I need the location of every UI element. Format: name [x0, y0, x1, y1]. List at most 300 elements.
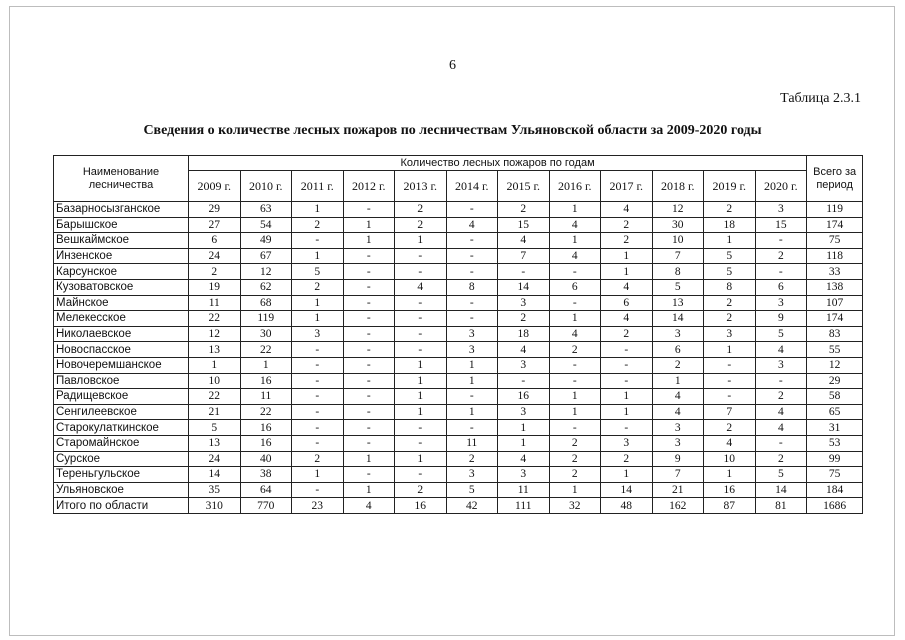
year-value-cell: 14	[498, 279, 550, 295]
row-total: 83	[807, 326, 863, 342]
year-value-cell: 1	[395, 357, 447, 373]
year-value-cell: 4	[704, 435, 756, 451]
year-value-cell: 7	[652, 248, 704, 264]
year-value-cell: 162	[652, 498, 704, 514]
year-value-cell: 1	[343, 482, 395, 498]
row-name: Павловское	[54, 373, 189, 389]
year-value-cell: 4	[343, 498, 395, 514]
year-value-cell: -	[343, 202, 395, 218]
page-number: 6	[449, 58, 456, 73]
table-row	[54, 342, 863, 358]
year-value-cell: -	[549, 295, 601, 311]
year-value-cell: 2	[395, 217, 447, 233]
row-name: Инзенское	[54, 248, 189, 264]
year-value-cell: 3	[498, 467, 550, 483]
year-value-cell: 7	[704, 404, 756, 420]
year-value-cell: 1	[601, 404, 653, 420]
row-total: 33	[807, 264, 863, 280]
year-value-cell: -	[292, 233, 344, 249]
header-year: 2017 г.	[601, 171, 653, 202]
year-value-cell: 2	[549, 435, 601, 451]
year-value-cell: 8	[652, 264, 704, 280]
year-value-cell: 2	[755, 451, 807, 467]
year-value-cell: 4	[755, 420, 807, 436]
year-value-cell: 1	[446, 373, 498, 389]
year-value-cell: 1	[549, 482, 601, 498]
table-row	[54, 498, 863, 514]
year-value-cell: -	[395, 420, 447, 436]
row-total: 174	[807, 217, 863, 233]
year-value-cell: 11	[446, 435, 498, 451]
year-value-cell: 1	[549, 202, 601, 218]
year-value-cell: 6	[755, 279, 807, 295]
year-value-cell: 1	[189, 357, 241, 373]
year-value-cell: 5	[704, 264, 756, 280]
year-value-cell: 2	[292, 217, 344, 233]
year-value-cell: 2	[446, 451, 498, 467]
year-value-cell: 770	[240, 498, 292, 514]
row-name: Николаевское	[54, 326, 189, 342]
year-value-cell: 1	[704, 342, 756, 358]
row-name: Сенгилеевское	[54, 404, 189, 420]
table-row	[54, 233, 863, 249]
table-row	[54, 202, 863, 218]
year-value-cell: -	[549, 357, 601, 373]
year-value-cell: -	[446, 233, 498, 249]
year-value-cell: -	[343, 435, 395, 451]
year-value-cell: 4	[601, 279, 653, 295]
year-value-cell: 13	[189, 435, 241, 451]
year-value-cell: 11	[240, 389, 292, 405]
table-row	[54, 404, 863, 420]
year-value-cell: 54	[240, 217, 292, 233]
year-value-cell: 2	[498, 202, 550, 218]
year-value-cell: 14	[755, 482, 807, 498]
year-value-cell: -	[395, 326, 447, 342]
year-value-cell: -	[549, 373, 601, 389]
year-value-cell: 1	[446, 357, 498, 373]
year-value-cell: 1	[446, 404, 498, 420]
year-value-cell: 63	[240, 202, 292, 218]
year-value-cell: 2	[601, 326, 653, 342]
year-value-cell: 4	[498, 233, 550, 249]
year-value-cell: 16	[240, 373, 292, 389]
year-value-cell: 2	[601, 451, 653, 467]
year-value-cell: 2	[755, 248, 807, 264]
year-value-cell: 4	[652, 404, 704, 420]
year-value-cell: 1	[601, 467, 653, 483]
year-value-cell: 1	[292, 467, 344, 483]
year-value-cell: -	[343, 467, 395, 483]
header-year: 2015 г.	[498, 171, 550, 202]
year-value-cell: 2	[189, 264, 241, 280]
year-value-cell: 111	[498, 498, 550, 514]
year-value-cell: -	[395, 264, 447, 280]
year-value-cell: -	[446, 389, 498, 405]
year-value-cell: 2	[704, 420, 756, 436]
year-value-cell: 2	[704, 202, 756, 218]
year-value-cell: -	[343, 342, 395, 358]
year-value-cell: -	[343, 404, 395, 420]
year-value-cell: -	[446, 202, 498, 218]
year-value-cell: -	[343, 264, 395, 280]
year-value-cell: 11	[498, 482, 550, 498]
year-value-cell: 1	[292, 311, 344, 327]
year-value-cell: 15	[755, 217, 807, 233]
row-name: Итого по области	[54, 498, 189, 514]
year-value-cell: 5	[189, 420, 241, 436]
table-row	[54, 311, 863, 327]
year-value-cell: 48	[601, 498, 653, 514]
year-value-cell: 1	[343, 451, 395, 467]
year-value-cell: 3	[446, 467, 498, 483]
year-value-cell: 2	[549, 342, 601, 358]
year-value-cell: 3	[446, 326, 498, 342]
year-value-cell: 10	[652, 233, 704, 249]
row-name: Кузоватовское	[54, 279, 189, 295]
year-value-cell: -	[549, 264, 601, 280]
year-value-cell: 49	[240, 233, 292, 249]
row-total: 29	[807, 373, 863, 389]
year-value-cell: -	[498, 373, 550, 389]
year-value-cell: 4	[601, 202, 653, 218]
year-value-cell: 4	[395, 279, 447, 295]
year-value-cell: 5	[704, 248, 756, 264]
row-name: Базарносызганское	[54, 202, 189, 218]
header-year: 2018 г.	[652, 171, 704, 202]
row-name: Мелекесское	[54, 311, 189, 327]
table-row	[54, 248, 863, 264]
year-value-cell: 4	[498, 342, 550, 358]
year-value-cell: 10	[704, 451, 756, 467]
header-name: Наименование лесничества	[54, 156, 189, 202]
year-value-cell: 3	[755, 202, 807, 218]
year-value-cell: 2	[549, 467, 601, 483]
year-value-cell: 16	[240, 435, 292, 451]
year-value-cell: 4	[652, 389, 704, 405]
row-total: 31	[807, 420, 863, 436]
year-value-cell: 19	[189, 279, 241, 295]
table-row	[54, 451, 863, 467]
year-value-cell: 2	[704, 295, 756, 311]
table-row	[54, 482, 863, 498]
year-value-cell: 16	[704, 482, 756, 498]
year-value-cell: 14	[189, 467, 241, 483]
year-value-cell: -	[395, 342, 447, 358]
year-value-cell: -	[395, 295, 447, 311]
year-value-cell: 12	[189, 326, 241, 342]
year-value-cell: 4	[755, 342, 807, 358]
header-year: 2013 г.	[395, 171, 447, 202]
year-value-cell: 8	[704, 279, 756, 295]
year-value-cell: -	[446, 311, 498, 327]
year-value-cell: 4	[446, 217, 498, 233]
year-value-cell: -	[292, 342, 344, 358]
header-year: 2014 г.	[446, 171, 498, 202]
year-value-cell: -	[292, 389, 344, 405]
year-value-cell: -	[292, 420, 344, 436]
table-row	[54, 435, 863, 451]
year-value-cell: 4	[549, 326, 601, 342]
year-value-cell: 5	[652, 279, 704, 295]
year-value-cell: 3	[755, 295, 807, 311]
year-value-cell: 11	[189, 295, 241, 311]
year-value-cell: 14	[601, 482, 653, 498]
header-total: Всего за период	[807, 156, 863, 202]
year-value-cell: 3	[498, 357, 550, 373]
year-value-cell: 5	[292, 264, 344, 280]
year-value-cell: 22	[240, 342, 292, 358]
year-value-cell: 13	[652, 295, 704, 311]
year-value-cell: 40	[240, 451, 292, 467]
year-value-cell: 81	[755, 498, 807, 514]
year-value-cell: 1	[343, 217, 395, 233]
header-year: 2011 г.	[292, 171, 344, 202]
table-row	[54, 373, 863, 389]
year-value-cell: 5	[755, 467, 807, 483]
year-value-cell: 1	[292, 295, 344, 311]
year-value-cell: 6	[549, 279, 601, 295]
year-value-cell: 16	[498, 389, 550, 405]
year-value-cell: -	[343, 357, 395, 373]
year-value-cell: -	[343, 373, 395, 389]
year-value-cell: 67	[240, 248, 292, 264]
year-value-cell: 7	[652, 467, 704, 483]
year-value-cell: 16	[395, 498, 447, 514]
year-value-cell: -	[395, 248, 447, 264]
year-value-cell: 1	[498, 420, 550, 436]
year-value-cell: 22	[189, 311, 241, 327]
year-value-cell: 21	[189, 404, 241, 420]
table-row	[54, 420, 863, 436]
year-value-cell: 9	[755, 311, 807, 327]
year-value-cell: 87	[704, 498, 756, 514]
year-value-cell: 22	[240, 404, 292, 420]
year-value-cell: 3	[652, 420, 704, 436]
year-value-cell: -	[549, 420, 601, 436]
year-value-cell: 14	[652, 311, 704, 327]
year-value-cell: -	[292, 482, 344, 498]
year-value-cell: 2	[395, 202, 447, 218]
year-value-cell: -	[292, 373, 344, 389]
row-total: 55	[807, 342, 863, 358]
year-value-cell: -	[292, 435, 344, 451]
year-value-cell: -	[446, 420, 498, 436]
year-value-cell: 4	[601, 311, 653, 327]
year-value-cell: 1	[292, 248, 344, 264]
year-value-cell: 1	[549, 233, 601, 249]
year-value-cell: 9	[652, 451, 704, 467]
year-value-cell: 2	[395, 482, 447, 498]
year-value-cell: 1	[601, 264, 653, 280]
year-value-cell: -	[343, 248, 395, 264]
year-value-cell: 23	[292, 498, 344, 514]
year-value-cell: 12	[240, 264, 292, 280]
year-value-cell: 2	[549, 451, 601, 467]
year-value-cell: 7	[498, 248, 550, 264]
year-value-cell: -	[395, 467, 447, 483]
row-total: 99	[807, 451, 863, 467]
year-value-cell: 5	[446, 482, 498, 498]
year-value-cell: 62	[240, 279, 292, 295]
table-row	[54, 326, 863, 342]
year-value-cell: 22	[189, 389, 241, 405]
table-row	[54, 279, 863, 295]
header-year: 2010 г.	[240, 171, 292, 202]
row-name: Барышское	[54, 217, 189, 233]
year-value-cell: -	[755, 233, 807, 249]
table-row	[54, 467, 863, 483]
table-row	[54, 357, 863, 373]
row-total: 107	[807, 295, 863, 311]
year-value-cell: 1	[549, 389, 601, 405]
year-value-cell: -	[343, 389, 395, 405]
row-total: 75	[807, 233, 863, 249]
year-value-cell: 18	[498, 326, 550, 342]
row-total: 75	[807, 467, 863, 483]
header-year: 2012 г.	[343, 171, 395, 202]
year-value-cell: 27	[189, 217, 241, 233]
row-total: 65	[807, 404, 863, 420]
year-value-cell: -	[343, 279, 395, 295]
year-value-cell: 1	[395, 389, 447, 405]
year-value-cell: 1	[704, 467, 756, 483]
year-value-cell: 3	[652, 326, 704, 342]
year-value-cell: 119	[240, 311, 292, 327]
year-value-cell: 2	[652, 357, 704, 373]
year-value-cell: -	[292, 357, 344, 373]
year-value-cell: 1	[343, 233, 395, 249]
year-value-cell: -	[343, 326, 395, 342]
year-value-cell: -	[601, 342, 653, 358]
year-value-cell: 1	[601, 248, 653, 264]
year-value-cell: 30	[240, 326, 292, 342]
year-value-cell: 1	[601, 389, 653, 405]
year-value-cell: 21	[652, 482, 704, 498]
fires-table	[53, 155, 863, 514]
row-name: Карсунское	[54, 264, 189, 280]
year-value-cell: -	[704, 373, 756, 389]
year-value-cell: 1	[704, 233, 756, 249]
row-name: Вешкаймское	[54, 233, 189, 249]
year-value-cell: 13	[189, 342, 241, 358]
year-value-cell: 38	[240, 467, 292, 483]
row-name: Новоспасское	[54, 342, 189, 358]
row-total: 184	[807, 482, 863, 498]
header-year: 2009 г.	[189, 171, 241, 202]
table-row	[54, 295, 863, 311]
row-total: 53	[807, 435, 863, 451]
year-value-cell: 16	[240, 420, 292, 436]
table-row	[54, 389, 863, 405]
year-value-cell: -	[395, 435, 447, 451]
year-value-cell: -	[446, 295, 498, 311]
table-row	[54, 217, 863, 233]
row-total: 1686	[807, 498, 863, 514]
row-name: Старомайнское	[54, 435, 189, 451]
year-value-cell: 24	[189, 451, 241, 467]
year-value-cell: -	[343, 295, 395, 311]
year-value-cell: 30	[652, 217, 704, 233]
row-name: Майнское	[54, 295, 189, 311]
year-value-cell: 3	[446, 342, 498, 358]
row-name: Ульяновское	[54, 482, 189, 498]
year-value-cell: 1	[240, 357, 292, 373]
year-value-cell: -	[446, 264, 498, 280]
year-value-cell: 1	[549, 404, 601, 420]
year-value-cell: 310	[189, 498, 241, 514]
year-value-cell: 1	[549, 311, 601, 327]
year-value-cell: -	[446, 248, 498, 264]
year-value-cell: 64	[240, 482, 292, 498]
year-value-cell: 18	[704, 217, 756, 233]
year-value-cell: 2	[755, 389, 807, 405]
year-value-cell: -	[498, 264, 550, 280]
row-total: 138	[807, 279, 863, 295]
table-number: Таблица 2.3.1	[780, 91, 861, 106]
row-name: Сурское	[54, 451, 189, 467]
year-value-cell: 6	[601, 295, 653, 311]
year-value-cell: -	[601, 373, 653, 389]
year-value-cell: 32	[549, 498, 601, 514]
row-name: Тереньгульское	[54, 467, 189, 483]
year-value-cell: 15	[498, 217, 550, 233]
header-year: 2019 г.	[704, 171, 756, 202]
year-value-cell: 2	[704, 311, 756, 327]
row-total: 118	[807, 248, 863, 264]
year-value-cell: 3	[704, 326, 756, 342]
year-value-cell: -	[601, 357, 653, 373]
header-year: 2020 г.	[755, 171, 807, 202]
row-name: Старокулаткинское	[54, 420, 189, 436]
year-value-cell: 1	[395, 451, 447, 467]
year-value-cell: 3	[498, 404, 550, 420]
year-value-cell: -	[755, 435, 807, 451]
year-value-cell: 3	[601, 435, 653, 451]
year-value-cell: 2	[601, 217, 653, 233]
table-row	[54, 264, 863, 280]
year-value-cell: 6	[652, 342, 704, 358]
year-value-cell: 2	[498, 311, 550, 327]
year-value-cell: 2	[292, 451, 344, 467]
year-value-cell: 10	[189, 373, 241, 389]
row-total: 119	[807, 202, 863, 218]
header-year: 2016 г.	[549, 171, 601, 202]
row-name: Радищевское	[54, 389, 189, 405]
year-value-cell: -	[292, 404, 344, 420]
year-value-cell: -	[343, 311, 395, 327]
year-value-cell: 3	[292, 326, 344, 342]
year-value-cell: -	[704, 389, 756, 405]
header-group: Количество лесных пожаров по годам	[189, 156, 807, 171]
year-value-cell: -	[395, 311, 447, 327]
year-value-cell: 12	[652, 202, 704, 218]
year-value-cell: -	[755, 264, 807, 280]
year-value-cell: 35	[189, 482, 241, 498]
year-value-cell: 1	[292, 202, 344, 218]
table-title: Сведения о количестве лесных пожаров по лесничествам Ульяновской области за 2009-2020 годы	[143, 123, 762, 138]
year-value-cell: -	[343, 420, 395, 436]
row-total: 58	[807, 389, 863, 405]
year-value-cell: 29	[189, 202, 241, 218]
year-value-cell: 1	[395, 373, 447, 389]
year-value-cell: 68	[240, 295, 292, 311]
year-value-cell: 1	[395, 404, 447, 420]
year-value-cell: -	[601, 420, 653, 436]
row-total: 174	[807, 311, 863, 327]
row-name: Новочеремшанское	[54, 357, 189, 373]
year-value-cell: 5	[755, 326, 807, 342]
